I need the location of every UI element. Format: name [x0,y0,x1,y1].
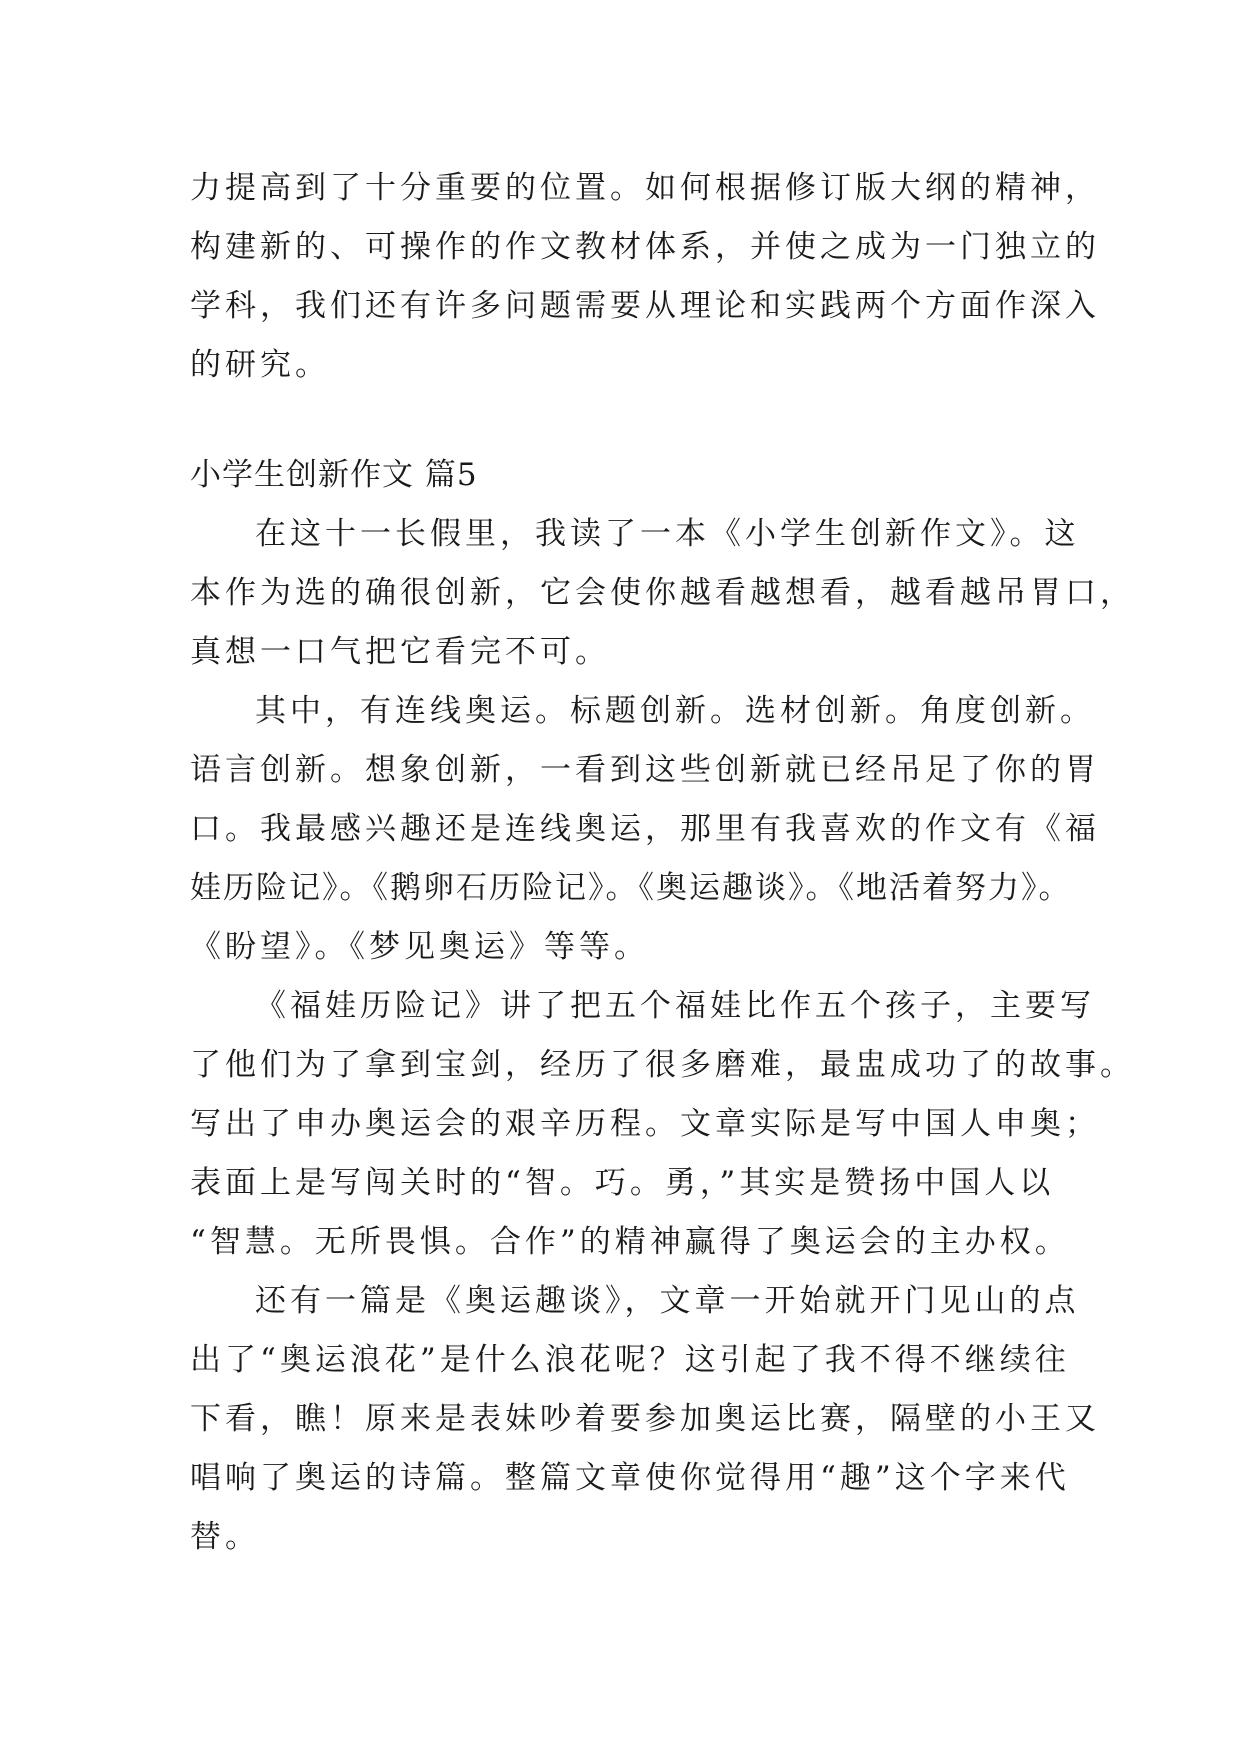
text-line: 了他们为了拿到宝剑，经历了很多磨难，最盅成功了的故事。 [190,1047,1135,1083]
text-line: 真想一口气把它看完不可。 [190,634,610,670]
text-line: 学科，我们还有许多问题需要从理论和实践两个方面作深入 [190,288,1100,324]
text-line: 下看，瞧！原来是表妹吵着要参加奥运比赛，隔壁的小王又 [190,1401,1100,1437]
text-line: 替。 [190,1519,260,1555]
text-line: 构建新的、可操作的作文教材体系，并使之成为一门独立的 [190,229,1100,265]
text-line: 表面上是写闯关时的“智。巧。勇，”其实是赞扬中国人以 [190,1165,1055,1201]
text-line: 唱响了奥运的诗篇。整篇文章使你觉得用“趣”这个字来代 [190,1460,1070,1496]
paragraph-first-line: 在这十一长假里，我读了一本《小学生创新作文》。这 [255,516,1080,552]
paragraph-first-line: 其中，有连线奥运。标题创新。选材创新。角度创新。 [255,693,1095,729]
paragraph-first-line: 《福娃历险记》讲了把五个福娃比作五个孩子，主要写 [255,988,1095,1024]
section-heading: 小学生创新作文 篇5 [190,457,478,493]
text-line: 出了“奥运浪花”是什么浪花呢？这引起了我不得不继续往 [190,1342,1070,1378]
text-line: 娃历险记》。《鹅卵石历险记》。《奥运趣谈》。《地活着努力》。 [190,870,1072,906]
text-line: 《盼望》。《梦见奥运》等等。 [190,929,649,965]
text-line: “智慧。无所畏惧。合作”的精神赢得了奥运会的主办权。 [190,1224,1070,1260]
text-line: 口。我最感兴趣还是连线奥运，那里有我喜欢的作文有《福 [190,811,1100,847]
text-line: 力提高到了十分重要的位置。如何根据修订版大纲的精神， [190,170,1100,206]
text-line: 的研究。 [190,347,330,383]
text-line: 本作为选的确很创新，它会使你越看越想看，越看越吊胃口， [190,575,1135,611]
paragraph-first-line: 还有一篇是《奥运趣谈》，文章一开始就开门见山的点 [255,1283,1080,1319]
text-line: 写出了申办奥运会的艰辛历程。文章实际是写中国人申奥； [190,1106,1100,1142]
text-line: 语言创新。想象创新，一看到这些创新就已经吊足了你的胃 [190,752,1100,788]
